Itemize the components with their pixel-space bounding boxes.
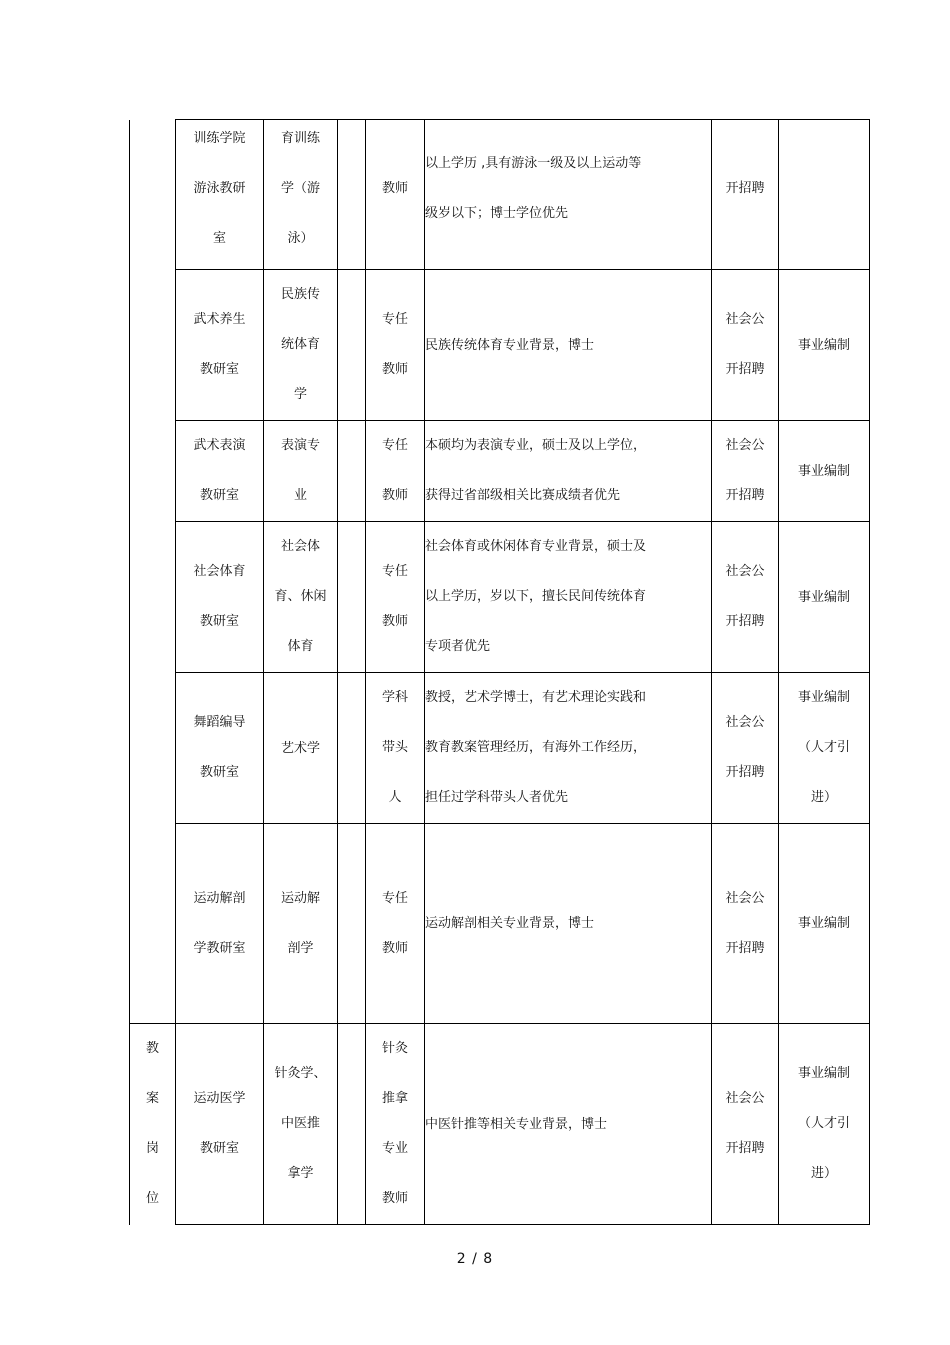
major-text: 社会体 育、休闲 体育 (274, 539, 327, 654)
position-text: 专任 教师 (381, 890, 408, 956)
dept-text: 舞蹈编导 教研室 (193, 715, 246, 780)
dept-text: 武术养生 教研室 (193, 312, 246, 377)
method-text: 社会公 开招聘 (725, 1091, 765, 1156)
dept-cell (176, 120, 264, 270)
dept-text: 运动解剖 学教研室 (193, 890, 246, 956)
position-text: 教师 (381, 180, 408, 196)
major-cell (264, 673, 338, 824)
recruitment-table (129, 119, 870, 1225)
dept-cell (176, 270, 264, 421)
position-cell (366, 522, 425, 673)
requirements-text: 教授，艺术学博士，有艺术理论实践和 教育教案管理经历，有海外工作经历， 担任过学科带头人者优先 (425, 690, 647, 805)
type-cell (779, 673, 870, 824)
method-text: 社会公 开招聘 (725, 715, 765, 780)
type-cell (779, 270, 870, 421)
page-number: 2 / 8 (456, 1251, 494, 1267)
group-cell-empty (130, 120, 176, 1024)
dept-text: 社会体育 教研室 (193, 564, 246, 629)
table-row (130, 673, 870, 824)
blank-cell (338, 120, 366, 270)
requirements-cell (425, 270, 712, 421)
major-text: 表演专 业 (280, 438, 320, 503)
blank-cell (338, 270, 366, 421)
dept-text: 训练学院 游泳教研 室 (193, 130, 246, 246)
group-cell (130, 1024, 176, 1225)
type-cell (779, 120, 870, 270)
method-text: 开招聘 (725, 180, 765, 196)
requirements-cell (425, 673, 712, 824)
table-row (130, 1024, 870, 1225)
requirements-text: 以上学历 ,具有游泳一级及以上运动等 级岁以下；博士学位优先 (425, 155, 642, 221)
type-text: 事业编制 (797, 337, 850, 353)
type-text: 事业编制 (797, 916, 850, 931)
position-text: 针灸 推拿 专业 教师 (381, 1041, 408, 1206)
position-text: 专任 教师 (381, 564, 408, 629)
major-text: 育训练 学（游 泳） (280, 130, 320, 246)
requirements-text: 中医针推等相关专业背景，博士 (425, 1116, 608, 1132)
blank-cell (338, 673, 366, 824)
dept-cell (176, 673, 264, 824)
method-text: 社会公 开招聘 (725, 564, 765, 629)
requirements-cell (425, 1024, 712, 1225)
method-cell (712, 270, 779, 421)
type-text: 事业编制 (797, 589, 850, 605)
table-row (130, 120, 870, 270)
major-text: 艺术学 (280, 740, 320, 756)
dept-cell (176, 1024, 264, 1225)
major-cell (264, 522, 338, 673)
blank-cell (338, 824, 366, 1024)
position-text: 学科 带头 人 (381, 690, 408, 805)
major-cell (264, 421, 338, 522)
table-row (130, 421, 870, 522)
method-text: 社会公 开招聘 (725, 438, 765, 503)
major-cell (264, 824, 338, 1024)
position-text: 专任 教师 (381, 312, 408, 377)
position-text: 专任 教师 (381, 438, 408, 503)
type-text: 事业编制 (797, 463, 850, 479)
method-cell (712, 421, 779, 522)
dept-cell (176, 522, 264, 673)
requirements-text: 社会体育或休闲体育专业背景，硕士及 以上学历，岁以下，擅长民间传统体育 专项者优先 (425, 539, 647, 654)
method-cell (712, 1024, 779, 1225)
dept-cell (176, 824, 264, 1024)
position-cell (366, 1024, 425, 1225)
requirements-cell (425, 421, 712, 522)
requirements-text: 民族传统体育专业背景，博士 (425, 337, 595, 353)
dept-cell (176, 421, 264, 522)
major-cell (264, 270, 338, 421)
type-cell (779, 522, 870, 673)
requirements-text: 本硕均为表演专业，硕士及以上学位， 获得过省部级相关比赛成绩者优先 (425, 438, 647, 503)
position-cell (366, 824, 425, 1024)
requirements-cell (425, 824, 712, 1024)
major-text: 针灸学、 中医推 拿学 (274, 1066, 327, 1181)
position-cell (366, 120, 425, 270)
major-cell (264, 1024, 338, 1225)
blank-cell (338, 1024, 366, 1225)
type-cell (779, 1024, 870, 1225)
method-cell (712, 120, 779, 270)
method-cell (712, 522, 779, 673)
table-row (130, 522, 870, 673)
requirements-cell (425, 120, 712, 270)
method-cell (712, 824, 779, 1024)
position-cell (366, 421, 425, 522)
method-cell (712, 673, 779, 824)
type-text: 事业编制 （人才引 进） (797, 1066, 850, 1181)
blank-cell (338, 421, 366, 522)
major-text: 运动解 剖学 (280, 890, 320, 956)
method-text: 社会公 开招聘 (725, 312, 765, 377)
group-text: 教 案 岗 位 (145, 1041, 159, 1207)
major-text: 民族传 统体育 学 (280, 287, 320, 402)
method-text: 社会公 开招聘 (725, 890, 765, 956)
type-cell (779, 421, 870, 522)
requirements-text: 运动解剖相关专业背景，博士 (425, 916, 595, 931)
dept-text: 武术表演 教研室 (193, 438, 246, 503)
type-cell (779, 824, 870, 1024)
type-text: 事业编制 （人才引 进） (797, 690, 850, 805)
blank-cell (338, 522, 366, 673)
dept-text: 运动医学 教研室 (193, 1091, 246, 1156)
table-row (130, 270, 870, 421)
position-cell (366, 673, 425, 824)
table-row (130, 824, 870, 1024)
position-cell (366, 270, 425, 421)
major-cell (264, 120, 338, 270)
requirements-cell (425, 522, 712, 673)
